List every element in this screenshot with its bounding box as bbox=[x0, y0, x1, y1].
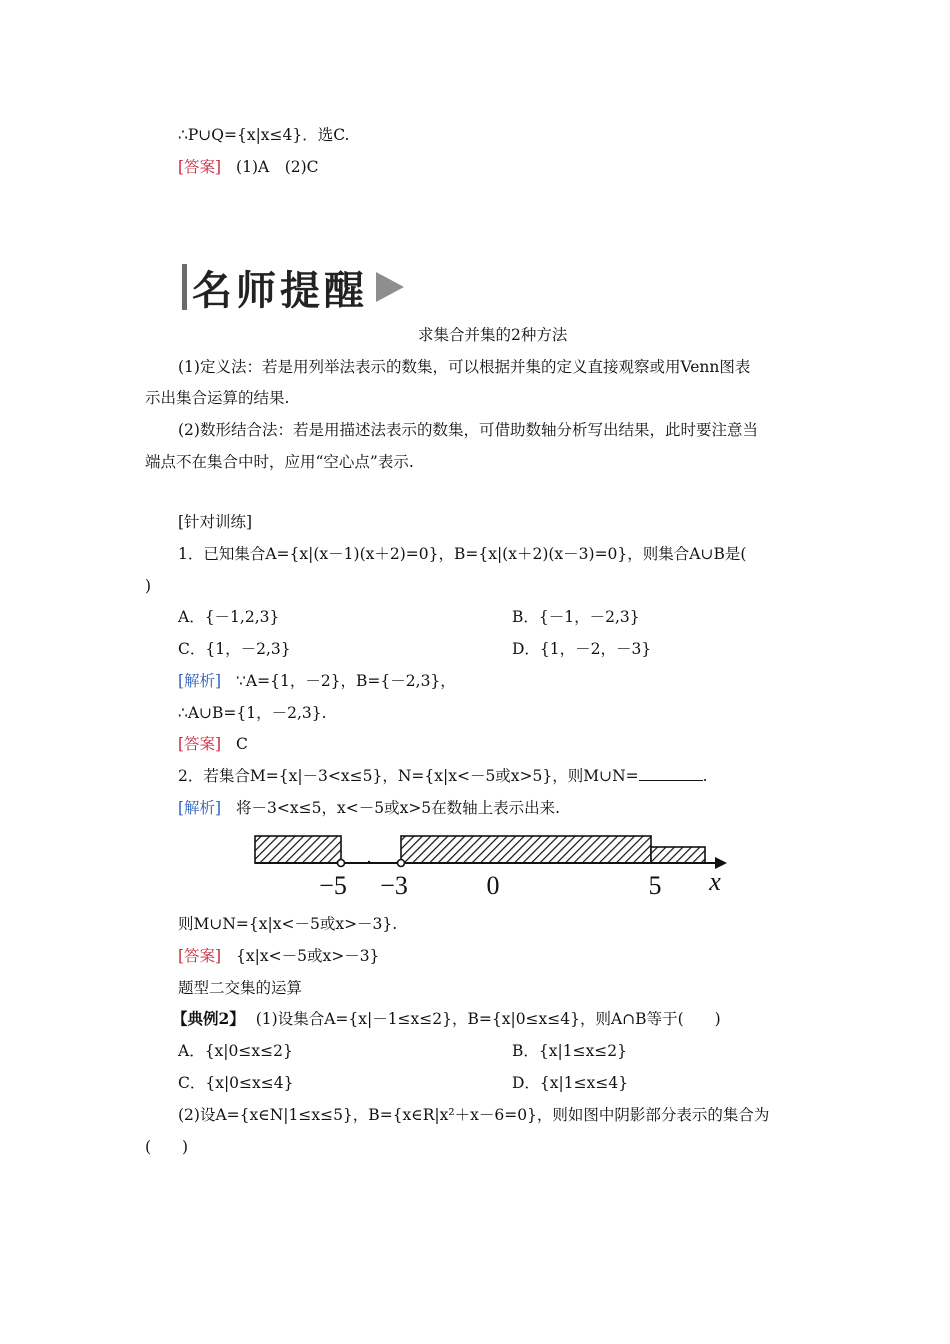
analysis-label: [解析] bbox=[178, 799, 222, 817]
tips-p1-line1: (1)定义法：若是用列举法表示的数集，可以根据并集的定义直接观察或用Venn图表 bbox=[178, 358, 751, 376]
section2-title: 题型二交集的运算 bbox=[178, 979, 303, 997]
q1-answer bbox=[178, 733, 248, 755]
tips-p1-line2: 示出集合运算的结果. bbox=[145, 389, 290, 407]
q1-analysis bbox=[178, 670, 456, 692]
tips-p2-line1: (2)数形结合法：若是用描述法表示的数集，可借助数轴分析写出结果，此时要注意当 bbox=[178, 421, 758, 439]
open-point-minus3 bbox=[398, 860, 405, 867]
ex2-line1: (2)设A={x∈N|1≤x≤5}，B={x∈R|x²＋x－6=0}，则如图中阴影部分表示的集合为 bbox=[178, 1106, 770, 1124]
q2-answer bbox=[178, 945, 379, 967]
open-point-minus5 bbox=[338, 860, 345, 867]
q1-analysis-2: ∴A∪B={1，－2,3}. bbox=[178, 704, 327, 722]
ex-option-c: C．{x|0≤x≤4} bbox=[178, 1074, 294, 1092]
number-line-figure bbox=[245, 826, 735, 902]
q1-option-d: D．{1，－2，－3} bbox=[512, 640, 652, 658]
answer-text: C bbox=[236, 735, 248, 753]
ex-option-a: A．{x|0≤x≤2} bbox=[178, 1042, 293, 1060]
tick-label-minus3: −3 bbox=[380, 871, 408, 900]
q1-line1: 1．已知集合A={x|(x－1)(x＋2)=0}，B={x|(x＋2)(x－3)=0}，则集合A∪B是( bbox=[178, 545, 747, 563]
heading-bar bbox=[182, 264, 187, 310]
q1-option-a: A．{－1,2,3} bbox=[178, 608, 280, 626]
answer-text: {x|x<－5或x>－3} bbox=[236, 947, 380, 965]
q2-result: 则M∪N={x|x<－5或x>－3}. bbox=[178, 915, 398, 933]
tick-label-minus5: −5 bbox=[319, 871, 347, 900]
shaded-region-middle bbox=[401, 836, 651, 863]
analysis-text: ∵A={1，－2}，B={－2,3}， bbox=[236, 672, 456, 690]
shaded-region-left bbox=[255, 836, 341, 863]
q2-analysis bbox=[178, 797, 560, 819]
example-text: (1)设集合A={x|－1≤x≤2}，B={x|0≤x≤4}，则A∩B等于( ) bbox=[255, 1010, 721, 1028]
answer-label: [答案] bbox=[178, 158, 222, 176]
answer-label: [答案] bbox=[178, 947, 222, 965]
tips-heading bbox=[182, 262, 404, 312]
tick-label-5: 5 bbox=[648, 871, 662, 900]
tips-title: 求集合并集的2种方法 bbox=[418, 326, 568, 344]
heading-text: 名师提醒 bbox=[192, 267, 368, 314]
q2-text: 2．若集合M={x|－3<x≤5}，N={x|x<－5或x>5}，则M∪N= bbox=[178, 767, 639, 785]
conclusion-line: ∴P∪Q={x|x≤4}．选C. bbox=[178, 126, 350, 144]
analysis-label: [解析] bbox=[178, 672, 222, 690]
answer-value: (1)A (2)C bbox=[236, 158, 319, 176]
training-header: [针对训练] bbox=[178, 513, 253, 531]
q1-line2: ) bbox=[145, 577, 152, 595]
ex2-line2: ( ) bbox=[145, 1138, 189, 1156]
play-triangle-icon bbox=[376, 272, 404, 302]
shaded-region-right bbox=[651, 847, 705, 863]
answer-blank bbox=[639, 766, 703, 781]
analysis-text: 将－3<x≤5，x<－5或x>5在数轴上表示出来. bbox=[236, 799, 561, 817]
tick-label-0: 0 bbox=[486, 871, 500, 900]
q2-line bbox=[178, 765, 708, 787]
tips-p2-line2: 端点不在集合中时，应用“空心点”表示. bbox=[145, 453, 414, 471]
q1-option-b: B．{－1，－2,3} bbox=[512, 608, 640, 626]
ex-option-d: D．{x|1≤x≤4} bbox=[512, 1074, 629, 1092]
tick-dot bbox=[368, 861, 370, 863]
q2-end: . bbox=[702, 767, 708, 785]
q1-option-c: C．{1，－2,3} bbox=[178, 640, 291, 658]
axis-label-x: x bbox=[709, 867, 721, 896]
example-label: 【典例2】 bbox=[172, 1009, 245, 1028]
example2-line bbox=[172, 1008, 721, 1030]
answer-line bbox=[178, 156, 319, 178]
ex-option-b: B．{x|1≤x≤2} bbox=[512, 1042, 628, 1060]
answer-label: [答案] bbox=[178, 735, 222, 753]
